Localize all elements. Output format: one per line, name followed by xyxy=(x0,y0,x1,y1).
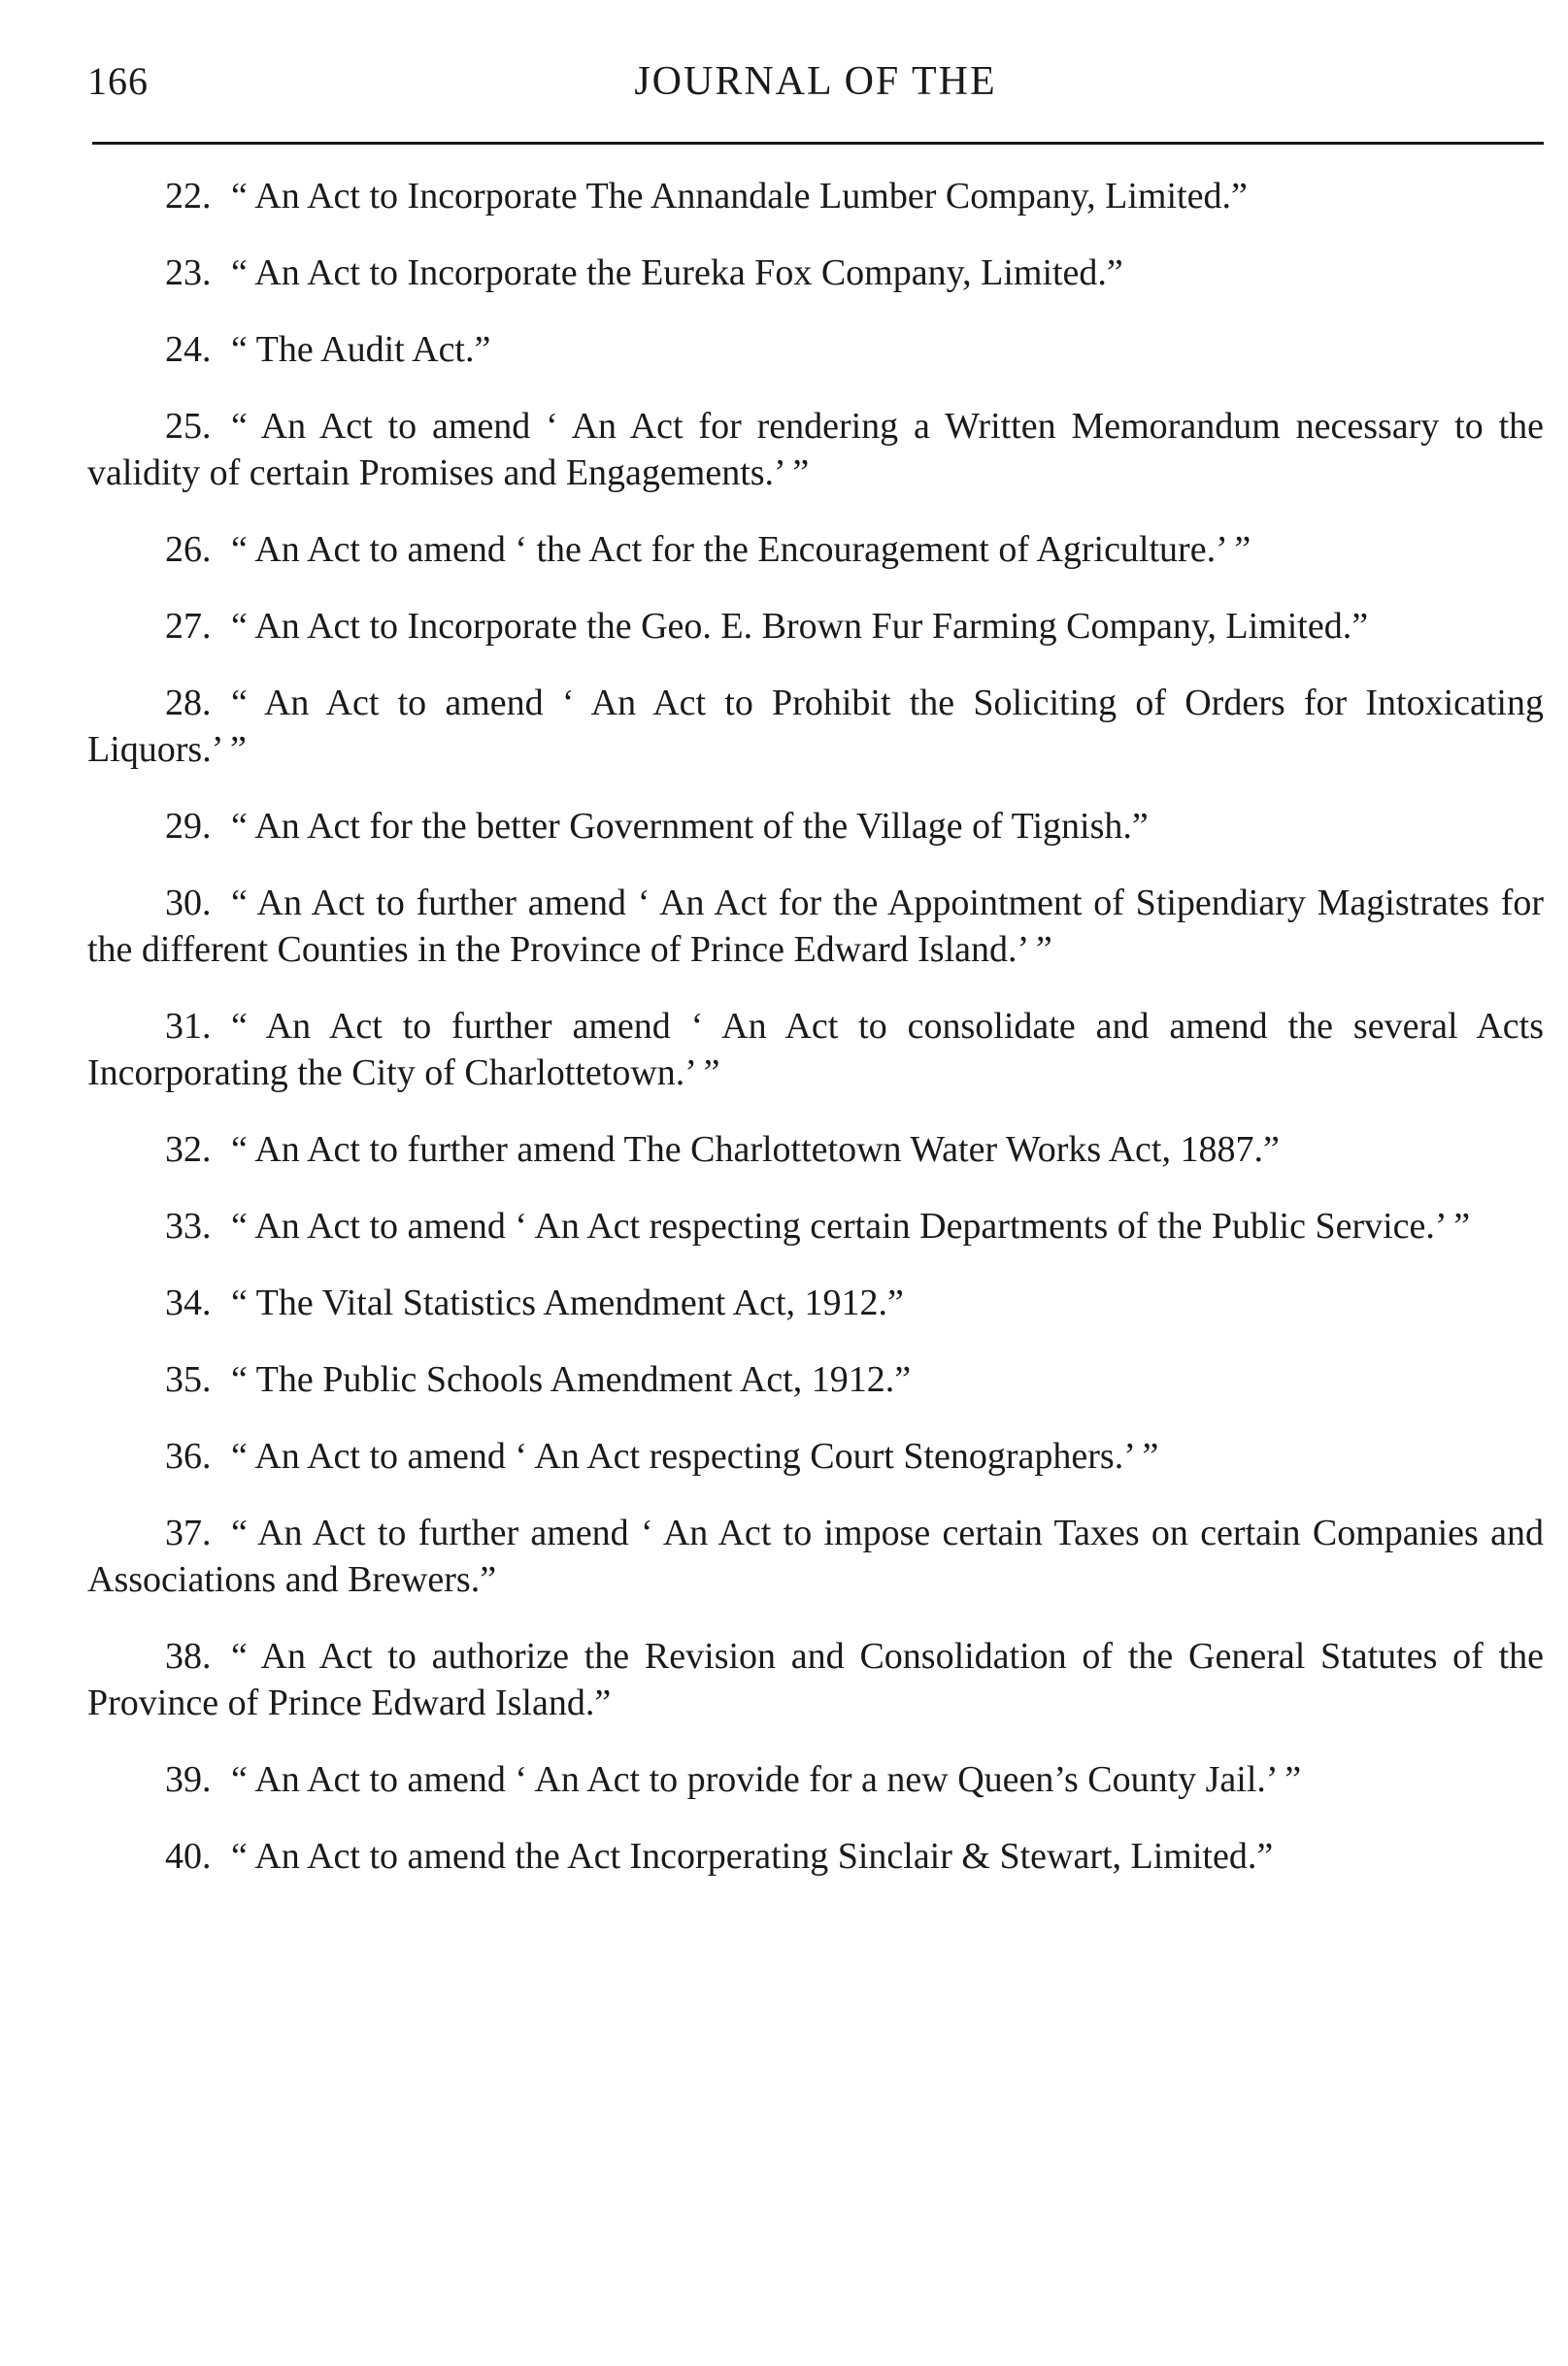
act-entry xyxy=(87,403,1544,496)
act-entry xyxy=(87,1833,1544,1880)
act-entry xyxy=(87,326,1544,373)
act-number: 33. xyxy=(165,1206,212,1247)
act-entry xyxy=(87,880,1544,973)
act-title: “ An Act to amend ‘ An Act respecting Court Stenographers.’ ” xyxy=(231,1436,1159,1477)
act-title: “ An Act to further amend The Charlottetown Water Works Act, 1887.” xyxy=(231,1129,1280,1170)
act-entry xyxy=(87,1003,1544,1096)
running-head: JOURNAL OF THE xyxy=(634,59,997,104)
act-number: 34. xyxy=(165,1283,212,1323)
act-title: “ An Act to amend ‘ An Act to provide for a new Queen’s County Jail.’ ” xyxy=(231,1759,1302,1800)
act-title: “ An Act to further amend ‘ An Act for the Appointment of Stipendiary Magistrates for the different Counties in the Province of Prince Edward Island.’ ” xyxy=(87,883,1544,970)
act-title: “ An Act to further amend ‘ An Act to consolidate and amend the several Acts Incorporating the City of Charlottetown.’ ” xyxy=(87,1006,1544,1093)
act-number: 29. xyxy=(165,806,212,847)
act-entry xyxy=(87,803,1544,850)
act-entry xyxy=(87,1510,1544,1603)
act-entry xyxy=(87,1203,1544,1250)
act-number: 27. xyxy=(165,606,212,647)
act-number: 25. xyxy=(165,406,212,447)
act-number: 36. xyxy=(165,1436,212,1477)
act-number: 40. xyxy=(165,1836,212,1877)
act-number: 39. xyxy=(165,1759,212,1800)
act-number: 24. xyxy=(165,329,212,370)
act-title: “ An Act to amend ‘ An Act for rendering a Written Memorandum necessary to the validity of certain Promises and Engagements.’ ” xyxy=(87,406,1544,493)
act-number: 23. xyxy=(165,252,212,293)
act-entry xyxy=(87,603,1544,650)
act-list xyxy=(87,173,1544,1910)
act-number: 37. xyxy=(165,1513,212,1553)
act-title: “ An Act to amend ‘ An Act respecting certain Departments of the Public Service.’ ” xyxy=(231,1206,1471,1247)
act-entry xyxy=(87,1433,1544,1480)
act-entry xyxy=(87,1633,1544,1726)
act-number: 28. xyxy=(165,683,212,723)
act-number: 22. xyxy=(165,176,212,217)
header-rule xyxy=(92,142,1544,145)
act-title: “ An Act to further amend ‘ An Act to impose certain Taxes on certain Companies and Associations and Brewers.” xyxy=(87,1513,1544,1600)
act-title: “ An Act to Incorporate The Annandale Lumber Company, Limited.” xyxy=(231,176,1248,217)
act-entry xyxy=(87,173,1544,219)
act-title: “ The Vital Statistics Amendment Act, 1912.” xyxy=(231,1283,904,1323)
act-number: 32. xyxy=(165,1129,212,1170)
act-title: “ An Act to authorize the Revision and Consolidation of the General Statutes of the Province of Prince Edward Island.” xyxy=(87,1636,1544,1723)
act-entry xyxy=(87,250,1544,296)
act-number: 31. xyxy=(165,1006,212,1047)
act-title: “ The Public Schools Amendment Act, 1912.” xyxy=(231,1359,912,1400)
act-number: 30. xyxy=(165,883,212,923)
act-title: “ An Act to amend the Act Incorperating Sinclair & Stewart, Limited.” xyxy=(231,1836,1274,1877)
act-title: “ An Act to amend ‘ the Act for the Encouragement of Agriculture.’ ” xyxy=(231,529,1251,570)
act-entry xyxy=(87,1756,1544,1803)
act-number: 26. xyxy=(165,529,212,570)
act-entry xyxy=(87,1126,1544,1173)
journal-page xyxy=(87,58,1544,2340)
act-entry xyxy=(87,1356,1544,1403)
act-title: “ An Act to Incorporate the Eureka Fox Company, Limited.” xyxy=(231,252,1123,293)
act-number: 35. xyxy=(165,1359,212,1400)
act-title: “ An Act to amend ‘ An Act to Prohibit the Soliciting of Orders for Intoxicating Liquors.’ ” xyxy=(87,683,1544,770)
page-number: 166 xyxy=(87,59,149,103)
act-title: “ An Act for the better Government of the Village of Tignish.” xyxy=(231,806,1149,847)
act-entry xyxy=(87,680,1544,773)
act-entry xyxy=(87,1280,1544,1326)
act-title: “ An Act to Incorporate the Geo. E. Brown Fur Farming Company, Limited.” xyxy=(231,606,1369,647)
act-title: “ The Audit Act.” xyxy=(231,329,491,370)
act-entry xyxy=(87,526,1544,573)
page-header xyxy=(87,58,1544,120)
act-number: 38. xyxy=(165,1636,212,1677)
